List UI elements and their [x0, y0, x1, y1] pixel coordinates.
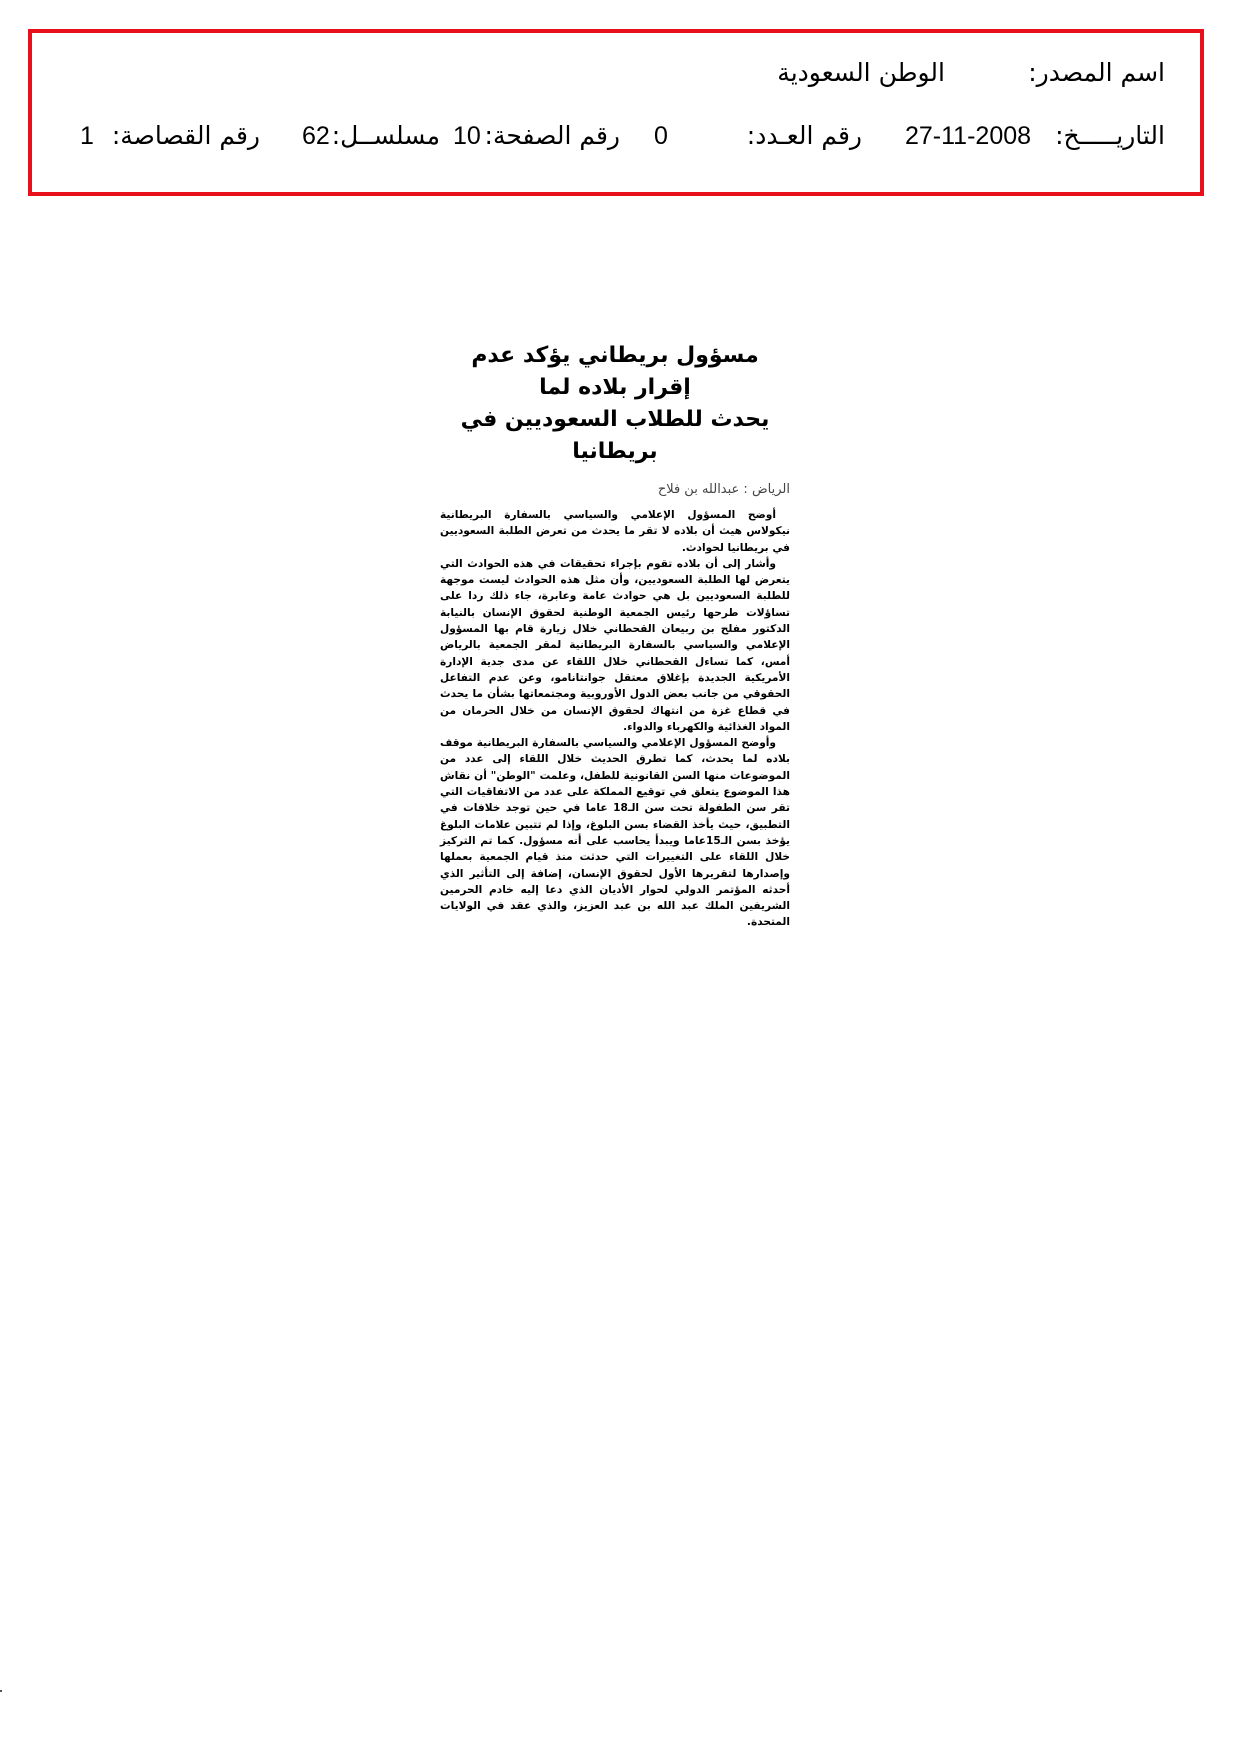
headline-line-2: يحدث للطلاب السعوديين في بريطانيا	[460, 407, 770, 464]
article-paragraph: وأوضح المسؤول الإعلامي والسياسي بالسفارة البريطانية موقف بلاده لما يحدث، كما تطرق الحديث خلال اللقاء إلى عدد من الموضوعات منها السن القانونية للطفل، وعلمت "الوطن" أن نقاش هذا الموضوع يتعلق في توقيع المملكة على عدد من الاتفاقيات التي تقر سن الطفولة تحت سن الـ18 عاما في حين توجد خلافات في التطبيق، حيث يأخذ القضاء بسن البلوغ، وإذا لم تتبين علامات البلوغ يؤخذ بسن الـ15عاما ويبدأ يحاسب على أنه مسؤول. كما تم التركيز خلال اللقاء على التغييرات التي حدثت منذ قيام الجمعية بعملها وإصدارها لتقريرها الأول لحقوق الإنسان، إضافة إلى التأثير الذي أحدثه المؤتمر الدولي لحوار الأديان الذي دعا إليه خادم الحرمين الشريفين الملك عبد الله بن عبد العزيز، والذي عقد في الولايات المتحدة.	[440, 737, 790, 929]
article-byline: الرياض : عبدالله بن فلاح	[657, 482, 790, 497]
clip-value: 1	[80, 122, 94, 150]
headline-line-1: مسؤول بريطاني يؤكد عدم إقرار بلاده لما	[471, 343, 759, 400]
date-label: التاريـــــخ:	[1055, 121, 1165, 150]
issue-value: 0	[654, 122, 668, 150]
source-label: اسم المصدر:	[1028, 58, 1165, 87]
serial-value: 62	[302, 122, 330, 150]
article-paragraph: وأشار إلى أن بلاده تقوم بإجراء تحقيقات في هذه الحوادث التي يتعرض لها الطلبة السعوديين، وأن مثل هذه الحوادث ليست موجهة للطلبة السعوديين بل هي حوادث عامة وعابرة، جاء ذلك ردا على تساؤلات طرحها رئيس الجمعية الوطنية لحقوق الإنسان بالنيابة الدكتور مفلح بن ربيعان القحطاني خلال زيارة قام بها المسؤول الإعلامي والسياسي بالسفارة البريطانية لمقر الجمعية بالرياض أمس، كما تساءل القحطاني خلال اللقاء عن مدى جدية الإدارة الأمريكية الجديدة بإغلاق معتقل جوانتانامو، وعن عدم التفاعل الحقوقي من جانب بعض الدول الأوروبية ومجتمعاتها بشأن ما يحدث في قطاع غزة من انتهاك لحقوق الإنسان من خلال الحرمان من المواد الغذائية والكهرباء والدواء.	[440, 557, 790, 733]
serial-label: مسلســل:	[331, 121, 440, 150]
article-headline	[440, 340, 790, 468]
page-value: 10	[453, 122, 481, 150]
article-clipping	[440, 340, 790, 931]
clip-label: رقم القصاصة:	[111, 121, 260, 150]
issue-label: رقم العـدد:	[746, 121, 862, 150]
article-paragraph: أوضح المسؤول الإعلامي والسياسي بالسفارة البريطانية نيكولاس هيث أن بلاده لا تقر ما يحدث من تعرض الطلبة السعوديين في بريطانيا لحوادث.	[440, 509, 790, 554]
article-body	[440, 507, 790, 931]
page-label: رقم الصفحة:	[484, 121, 620, 150]
scan-speck	[0, 1690, 2, 1692]
clipping-header-box	[28, 29, 1204, 196]
date-value: 27-11-2008	[905, 122, 1032, 150]
source-value: الوطن السعودية	[777, 58, 945, 87]
